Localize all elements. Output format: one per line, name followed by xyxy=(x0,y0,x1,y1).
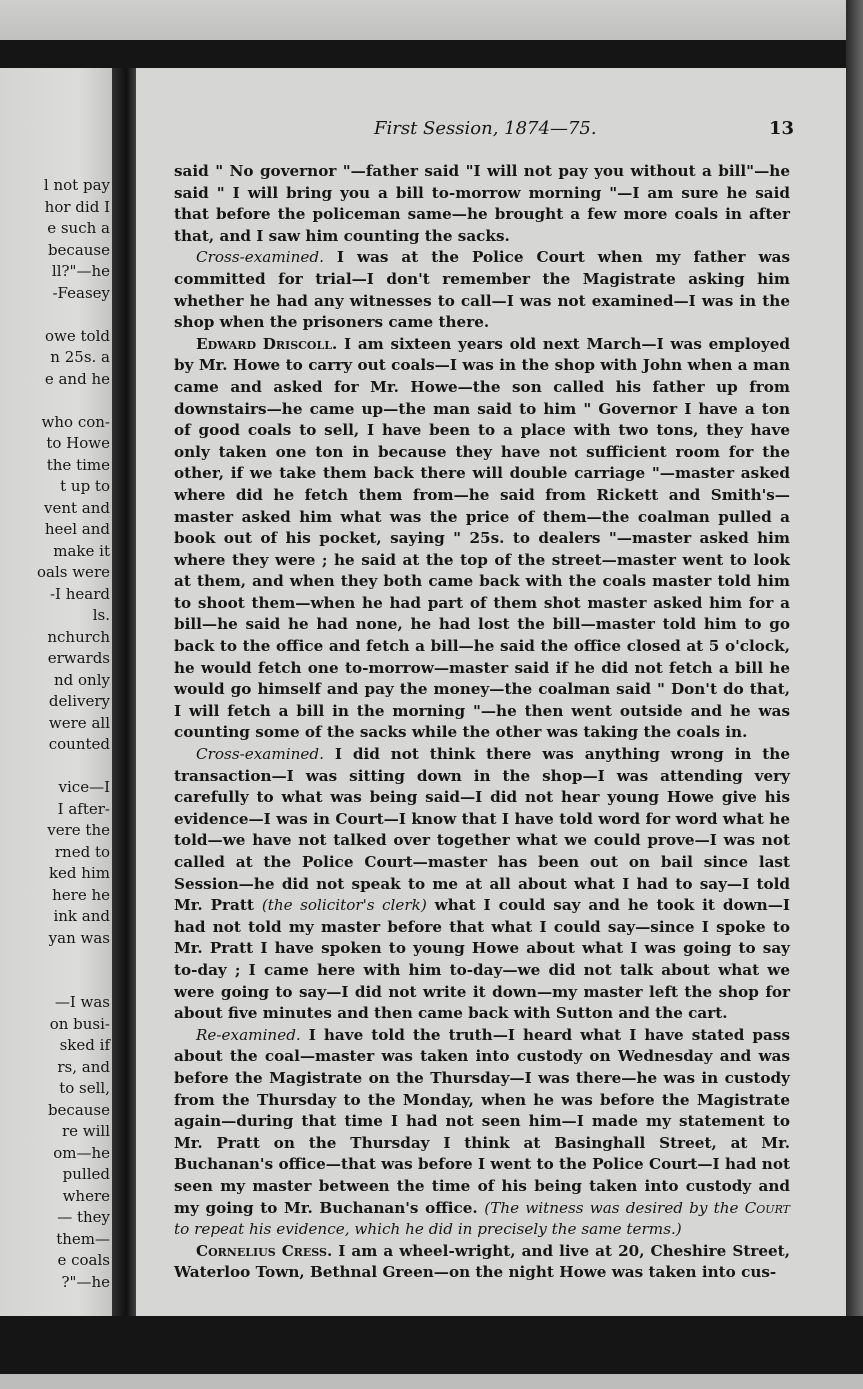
left-page-line: vere the xyxy=(47,821,110,839)
paragraph-cross-examined-1: Cross-examined. I was at the Police Court when my father was committed for trial—I don't remember the Magistrate asking him whether he had any witnesses to call—I was not examined—I was in the shop when the prisoners came there. xyxy=(174,248,790,332)
section-label: Re-examined. xyxy=(196,1025,301,1044)
left-page-line: rned to xyxy=(54,842,110,861)
section-label: Cross-examined. xyxy=(196,745,324,764)
left-page-line: I after- xyxy=(57,799,110,818)
page-number: 13 xyxy=(768,118,794,139)
left-page-line: ked him xyxy=(48,864,110,882)
left-page-line: the time xyxy=(46,455,110,474)
left-page-line: delivery xyxy=(48,692,110,710)
left-page-line: vent and xyxy=(43,498,110,517)
left-page-line: vice—I xyxy=(58,778,110,796)
left-page-line: -Feasey xyxy=(52,283,110,302)
paragraph-cross-examined-2: Cross-examined. I did not think there was anything wrong in the transaction—I was sitting down in the shop—I was attending very carefully to what was being said—I did not hear young Howe give his evidence—I was in Court—I know that I have told word for word what he told—we have not talked over together what we could prove—I was not called at the Police Court—master has been out on bail since last Session—he did not speak to me at all about what I had to say—I told Mr. Pratt (the solicitor's clerk) what I could say and he took it down—I had not told my master before that what I could say—since I spoke to Mr. Pratt I have spoken to young Howe about what I was going to say to-day ; I came here with him to-day—we did not talk about what we were going to say—I did not write it down—my master left the shop for about five minutes and then came back with Sutton and the cart. xyxy=(174,745,791,1023)
left-page-line: because xyxy=(47,1100,110,1119)
left-page-line: nchurch xyxy=(47,627,110,646)
left-page-line: where xyxy=(62,1186,110,1205)
left-page-line: rs, and xyxy=(57,1057,110,1076)
page-header xyxy=(136,118,846,144)
left-page-line xyxy=(0,390,110,412)
witness-name: Edward Driscoll. xyxy=(196,334,338,353)
left-page-line: e coals xyxy=(57,1251,110,1269)
left-page-line: hor did I xyxy=(44,197,110,216)
scan-bottom-margin xyxy=(0,1374,863,1389)
left-page-line: sked if xyxy=(59,1036,110,1054)
left-page-line xyxy=(0,756,110,778)
left-page-line: l not pay xyxy=(43,176,110,194)
left-page-line: —I was xyxy=(54,993,110,1011)
left-page-line: -I heard xyxy=(49,584,110,603)
left-page-line: — they xyxy=(57,1208,110,1226)
left-page xyxy=(0,68,112,1316)
right-page xyxy=(136,68,846,1316)
left-page-line: n 25s. a xyxy=(50,348,110,366)
left-page-line: ls. xyxy=(92,606,110,624)
left-page-line: who con- xyxy=(41,412,110,431)
left-page-line: om—he xyxy=(53,1143,110,1162)
left-page-line: ink and xyxy=(53,907,110,925)
left-page-line: because xyxy=(47,240,110,259)
scan-bottom-border xyxy=(0,1316,863,1374)
left-page-line: nd only xyxy=(54,670,110,689)
editorial-note: (the solicitor's clerk) xyxy=(261,896,427,915)
paragraph-witness-driscoll: Edward Driscoll. I am sixteen years old next March—I was employed by Mr. Howe to carry out coals—I was in the shop with John when a man came and asked for Mr. Howe—the son called his father up from downstairs—he came up—the man said to him " Governor I have a ton of good coals to sell, I have been to a place with two tons, they have only taken one ton in because they have not sufficient room for the other, if we take them back there will double carriage "—master asked where did he fetch them from—he said from Rickett and Smith's—master asked him what was the price of them—the coalman pulled a book out of his pocket, saying " 25s. to dealers "—master asked him where they were ; he said at the top of the street—master went to look at them, and when they both came back with the coals master told him to shoot them—when he had part of them shot master asked him for a bill—he said he had none, he had lost the bill—master told him to go back to the office and fetch a bill—he said the office closed at 5 o'clock, he would fetch one to-morrow—master said if he did not fetch a bill he would go himself and pay the money—the coalman said " Don't do that, I will fetch a bill in the morning "—he then went outside and he was counting some of the sacks while the other was taking the coals in. xyxy=(174,334,791,742)
left-page-line: were all xyxy=(48,713,110,732)
editorial-note: (The witness was desired by the Court to repeat his evidence, which he did in precisely the same terms.) xyxy=(174,1198,790,1239)
left-page-line: counted xyxy=(48,735,110,753)
left-page-line: yan was xyxy=(48,928,110,947)
left-page-line: e such a xyxy=(47,219,110,237)
running-title: First Session, 1874—75. xyxy=(374,118,597,139)
book-right-edge xyxy=(846,0,863,1389)
left-page-line: t up to xyxy=(60,477,110,495)
left-page-line: erwards xyxy=(47,649,110,667)
left-page-line: them— xyxy=(56,1229,110,1248)
section-label: Cross-examined. xyxy=(196,248,324,267)
left-page-line: ll?"—he xyxy=(51,262,110,280)
paragraph-re-examined: Re-examined. I have told the truth—I heard what I have stated pass about the coal—master was taken into custody on Wednesday and was before the Magistrate on the Thursday—I was there—he was in custody from the Thursday to the Monday, when he was before the Magistrate again—during that time I had not seen him—I made my statement to Mr. Pratt on the Thursday I think at Basinghall Street, at Mr. Buchanan's office—that was before I went to the Police Court—I had not seen my master between the time of his being taken into custody and my going to Mr. Buchanan's office. (The witness was desired by the Court to repeat his evidence, which he did in precisely the same terms.) xyxy=(174,1025,790,1239)
left-page-line: make it xyxy=(53,541,110,560)
left-page-line: oals were xyxy=(36,563,110,581)
left-page-text-fragments xyxy=(0,175,110,1293)
left-page-line: here he xyxy=(52,885,110,904)
page-body xyxy=(174,161,790,1284)
left-page-line: heel and xyxy=(44,520,110,538)
scan-top-border xyxy=(0,40,863,68)
left-page-line xyxy=(0,971,110,993)
left-page-line xyxy=(0,949,110,971)
left-page-line: e and he xyxy=(44,369,110,388)
left-page-line: owe told xyxy=(45,326,110,345)
left-page-line: re will xyxy=(61,1122,110,1140)
left-page-line: pulled xyxy=(62,1165,110,1183)
witness-name: Cornelius Cress. xyxy=(196,1241,333,1260)
left-page-line: ?"—he xyxy=(61,1272,110,1291)
left-page-line: to Howe xyxy=(46,434,110,452)
left-page-line xyxy=(0,304,110,326)
left-page-line: to sell, xyxy=(59,1079,110,1097)
paragraph-1: said " No governor "—father said "I will not pay you without a bill"—he said " I will bring you a bill to-morrow morning "—I am sure he said that before the policeman same—he brought a few more coals in after that, and I saw him counting the sacks. xyxy=(174,162,790,245)
paragraph-witness-cress: Cornelius Cress. I am a wheel-wright, and live at 20, Cheshire Street, Waterloo Town, Bethnal Green—on the night Howe was taken into cus- xyxy=(174,1241,790,1282)
book-gutter xyxy=(112,68,136,1316)
left-page-line: on busi- xyxy=(49,1014,110,1033)
